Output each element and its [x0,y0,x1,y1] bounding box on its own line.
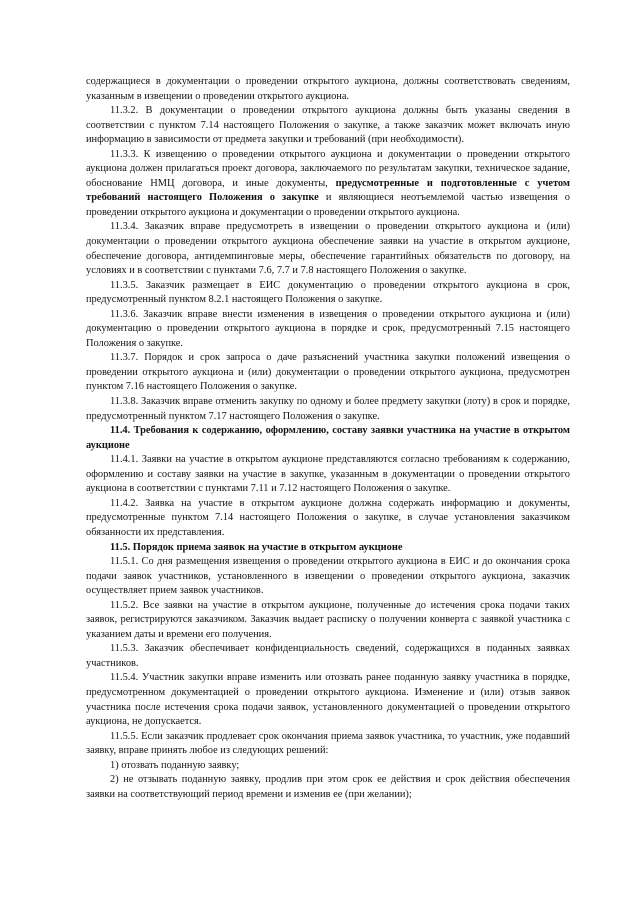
paragraph-opt-2: 2) не отзывать поданную заявку, продлив при этом срок ее действия и срок действия обеспечения заявки на соответствующий период времени и изменив ее (при желании); [86,774,570,800]
paragraph-11-5-3: 11.5.3. Заказчик обеспечивает конфиденциальность сведений, содержащихся в поданных заявках участников. [86,643,570,669]
paragraph-11-5-4: 11.5.4. Участник закупки вправе изменить или отозвать ранее поданную заявку участника в порядке, предусмотренном документацией о проведении открытого аукциона. Изменение и (или) отзыв заявок участника после истечения срока подачи заявок, установленного документацией о проведении открытого аукциона, не допускается. [86,672,570,728]
section-heading: 11.4. Требования к содержанию, оформлению, составу заявки участника на участие в открытом аукционе [86,425,570,451]
paragraph-11-3-8: 11.3.8. Заказчик вправе отменить закупку по одному и более предмету закупки (лоту) в срок и порядке, предусмотренный пунктом 7.17 настоящего Положения о закупке. [86,396,570,422]
paragraph-11-5-5: 11.5.5. Если заказчик продлевает срок окончания приема заявок участника, то участник, уже подавший заявку, вправе принять любое из следующих решений: [86,730,570,757]
document-page [86,75,570,802]
paragraph-11-3-6: 11.3.6. Заказчик вправе внести изменения в извещения о проведении открытого аукциона и (или) документацию о проведении открытого аукциона в порядке и срок, предусмотренный 7.15 настоящего Положения о закупке. [86,308,570,349]
paragraph-opt-1: 1) отозвать поданную заявку; [110,759,240,771]
bold-fragment: предусмотренные и подготовленные с учетом требований настоящего Положения о закупке [86,177,570,204]
paragraph-11-5-1: 11.5.1. Со дня размещения извещения о проведении открытого аукциона в ЕИС и до окончания срока подачи заявок участников, установленного в извещении о проведении открытого аукциона, заказчик осуществляет прием заявок участников. [86,556,570,597]
paragraph-11-3-7: 11.3.7. Порядок и срок запроса о даче разъяснений участника закупки положений извещения о проведении открытого аукциона и (или) документации о проведении открытого аукциона, предусмотрен пунктом 7.16 настоящего Положения о закупке. [86,352,570,393]
section-heading: 11.5. Порядок приема заявок на участие в открытом аукционе [110,541,403,553]
text-fragment: и являющиеся неотъемлемой частью извещения о проведении открытого аукциона и документации о проведении открытого аукциона. [86,192,570,218]
paragraph-11-3-2: 11.3.2. В документации о проведении открытого аукциона должны быть указаны сведения в соответствии с пунктом 7.14 настоящего Положения о закупке, а также заказчик может включать иную информацию в зависимости от предмета закупки и требований (при необходимости). [86,105,570,146]
paragraph-11-4-2: 11.4.2. Заявка на участие в открытом аукционе должна содержать информацию и документы, предусмотренные пунктом 7.14 настоящего Положения о закупке, в случае установления заказчиком обязанности их представления. [86,497,570,538]
paragraph-11-4-1: 11.4.1. Заявки на участие в открытом аукционе представляются согласно требованиям к содержанию, оформлению и составу заявки на участие в закупке, указанным в документации о проведении открытого аукциона в соответствии с пунктами 7.11 и 7.12 настоящего Положения о закупке. [86,454,570,495]
text-fragment: 11.3.3. К извещению о проведении открытого аукциона и документации о проведении открытого аукциона должен прилагаться проект договора, заключаемого по результатам закупки, техническое задание, обоснование НМЦ договора, и иные документы, [86,148,570,189]
paragraph-cont: содержащиеся в документации о проведении открытого аукциона, должны соответствовать сведениям, указанным в извещении о проведении открытого аукциона. [86,76,570,102]
paragraph-11-3-4: 11.3.4. Заказчик вправе предусмотреть в извещении о проведении открытого аукциона и (или) документации о проведении открытого аукциона обеспечение заявки на участие в открытом аукционе, обеспечение договора, антидемпинговые меры, обеспечение гарантийных обязательств по договору, на условиях и в соответствии с пунктами 7.6, 7.7 и 7.8 настоящего Положения о закупке. [86,221,570,277]
paragraph-11-5-2: 11.5.2. Все заявки на участие в открытом аукционе, полученные до истечения срока подачи таких заявок, регистрируются заказчиком. Заказчик выдает расписку о получении конверта с заявкой участника с указанием даты и времени его получения. [86,599,570,640]
paragraph-11-3-3 [86,148,570,221]
paragraph-11-3-5: 11.3.5. Заказчик размещает в ЕИС документацию о проведении открытого аукциона в срок, предусмотренный пунктом 8.2.1 настоящего Положения о закупке. [86,279,570,306]
